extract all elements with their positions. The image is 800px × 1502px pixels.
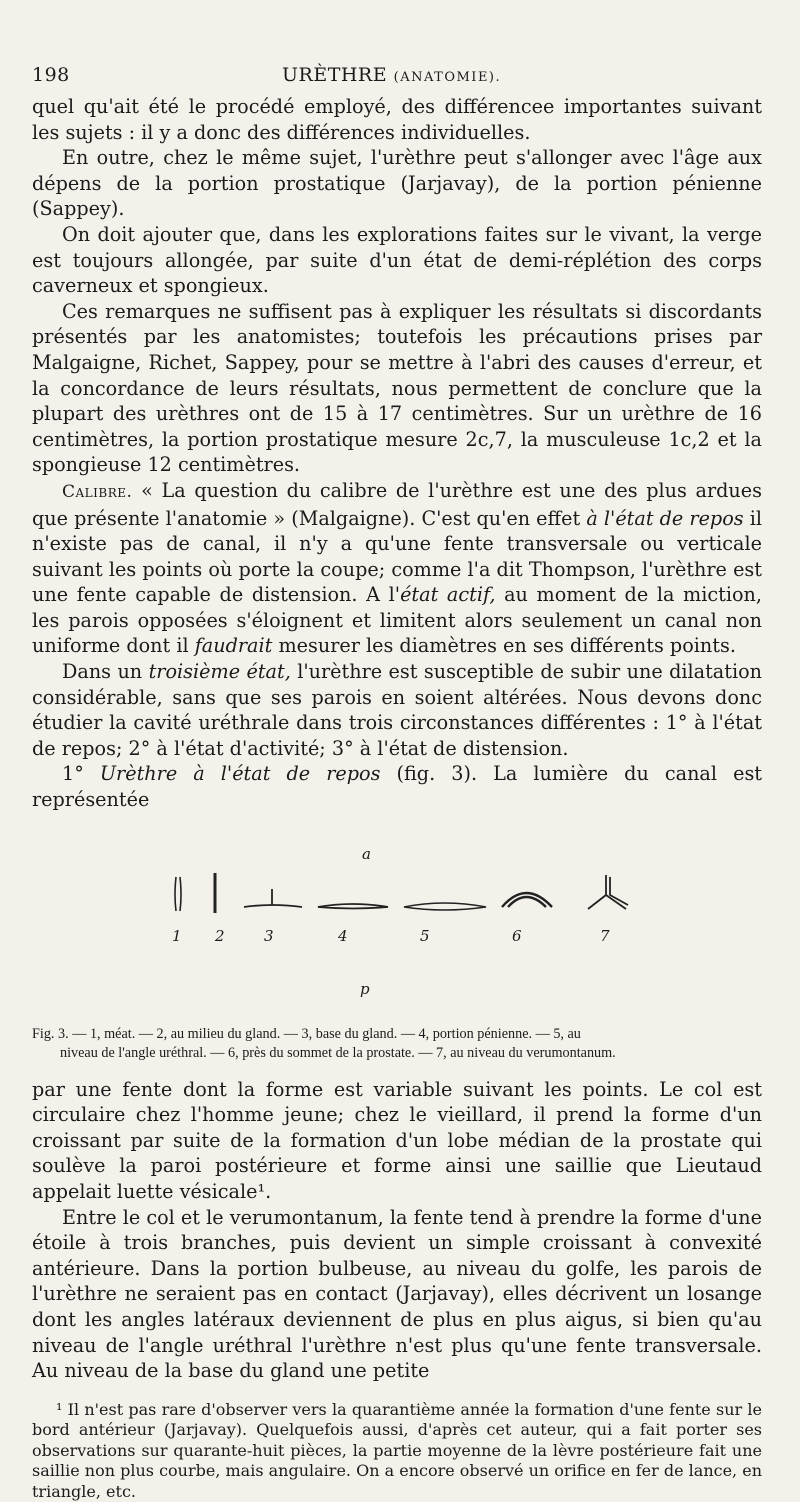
paragraph: On doit ajouter que, dans les explorations faites sur le vivant, la verge est toujours allongée, par suite d'un état de demi-réplétion des corps caverneux et spongieux. <box>32 222 762 298</box>
figure-number: 2 <box>215 926 225 945</box>
running-title-sub: (ANATOMIE). <box>393 70 502 85</box>
figure-drawing <box>32 815 762 990</box>
paragraph-troisieme <box>32 659 762 761</box>
section-4-penienne <box>318 904 388 909</box>
figure-number: 1 <box>172 926 182 945</box>
emphasis: faudrait <box>194 634 273 658</box>
emphasis: à l'état de repos <box>586 506 744 530</box>
text-run: (fig. 3). La lumière du canal est représentée <box>32 762 762 812</box>
figure-label-p: p <box>360 979 370 998</box>
body-text-bottom <box>32 1077 762 1384</box>
figure-number: 4 <box>338 926 348 945</box>
running-head <box>32 64 762 94</box>
running-title-main: URÈTHRE <box>282 64 388 86</box>
text-run: 1° <box>62 762 100 786</box>
paragraph: Ces remarques ne suffisent pas à expliquer les résultats si discordants présentés par les anatomistes; toutefois les précautions prises par Malgaigne, Richet, Sappey, pour se mettre à l'abri des causes d'erreur, et la concordance de leurs résultats, nous permettent de conclure que la plupart des urèthres ont de 15 à 17 centimètres. Sur un urèthre de 16 centimètres, la portion prostatique mesure 2c,7, la musculeuse 1c,2 et la spongieuse 12 centimètres. <box>32 299 762 477</box>
section-1-meatus <box>175 877 181 911</box>
figure-label-a: a <box>362 844 371 863</box>
body-text-top <box>32 94 762 813</box>
figure-3 <box>32 815 762 1025</box>
paragraph: par une fente dont la forme est variable suivant les points. Le col est circulaire chez l'homme jeune; chez le vieillard, il prend la forme d'un croissant par suite de la formation d'un lobe médian de la prostate qui soulève la paroi postérieure et forme ainsi une saillie que Lieutaud appelait luette vésicale¹. <box>32 1077 762 1203</box>
figure-number: 6 <box>512 926 522 945</box>
section-6-prostate <box>502 893 552 907</box>
paragraph: En outre, chez le même sujet, l'urèthre peut s'allonger avec l'âge aux dépens de la portion prostatique (Jarjavay), de la portion pénienne (Sappey). <box>32 146 762 221</box>
text-run: mesurer les diamètres en ses différents points. <box>272 634 736 658</box>
section-3-base-gland <box>244 889 302 907</box>
text-run: l'urèthre est susceptible de subir une dilatation considérable, sans que ses parois en soient altérées. Nous devons donc étudier la cavité uréthrale dans trois circonstances différentes : 1° à l'état de repos; 2° à l'état d'activité; 3° à l'état de distension. <box>32 660 762 760</box>
caption-line-1: Fig. 3. — 1, méat. — 2, au milieu du gland. — 3, base du gland. — 4, portion pénienne. — 5, au <box>32 1025 581 1042</box>
text-run: il n'existe pas de canal, il n'y a qu'une fente transversale ou verticale suivant les points où porte la coupe; comme l'a dit Thompson, l'urèthre est une fente capable de distension. A l' <box>32 506 762 607</box>
figure-number: 3 <box>264 926 274 945</box>
figure-number: 5 <box>420 926 430 945</box>
running-title <box>282 64 501 86</box>
section-7-verumontanum <box>588 875 628 909</box>
page-number: 198 <box>32 64 70 86</box>
calibre-heading: Calibre. <box>62 481 133 502</box>
footnotes <box>32 1400 762 1502</box>
footnote: ¹ Il n'est pas rare d'observer vers la quarantième année la formation d'une fente sur le bord antérieur (Jarjavay). Quelquefois aussi, d'après cet auteur, qui a fait porter ses observations sur quarante-huit pièces, la partie moyenne de la lèvre postérieure fait une saillie non plus courbe, mais angulaire. On a encore observé un orifice en fer de lance, en triangle, etc. <box>32 1399 762 1501</box>
section-5-angle <box>404 903 486 910</box>
text-run: Dans un <box>62 660 149 684</box>
paragraph: Entre le col et le verumontanum, la fente tend à prendre la forme d'une étoile à trois branches, puis devient un simple croissant à convexité antérieure. Dans la portion bulbeuse, au niveau du golfe, les parois de l'urèthre ne seraient pas en contact (Jarjavay), elles décrivent un losange dont les angles latéraux deviennent de plus en plus aigus, si bien qu'au niveau de l'angle uréthral l'urèthre n'est plus qu'une fente transversale. Au niveau de la base du gland une petite <box>32 1205 762 1383</box>
paragraph-repos <box>32 761 762 812</box>
figure-number: 7 <box>600 926 610 945</box>
text-run: au moment de la miction, les parois opposées s'éloignent et limitent alors seulement un canal non uniforme dont il <box>32 583 762 658</box>
emphasis: Urèthre à l'état de repos <box>99 762 381 786</box>
page <box>32 64 762 1502</box>
emphasis: troisième état, <box>148 660 291 684</box>
paragraph-calibre <box>32 478 762 659</box>
text-run: « La question du calibre de l'urèthre est une des plus ardues que présente l'anatomie » (Malgaigne). C'est qu'en effet <box>32 478 762 530</box>
paragraph: quel qu'ait été le procédé employé, des différencee importantes suivant les sujets : il y a donc des différences individuelles. <box>32 95 762 144</box>
caption-line-2: niveau de l'angle uréthral. — 6, près du sommet de la prostate. — 7, au niveau du verumontanum. <box>60 1044 616 1061</box>
figure-caption <box>32 1025 762 1063</box>
emphasis: état actif, <box>400 583 496 607</box>
